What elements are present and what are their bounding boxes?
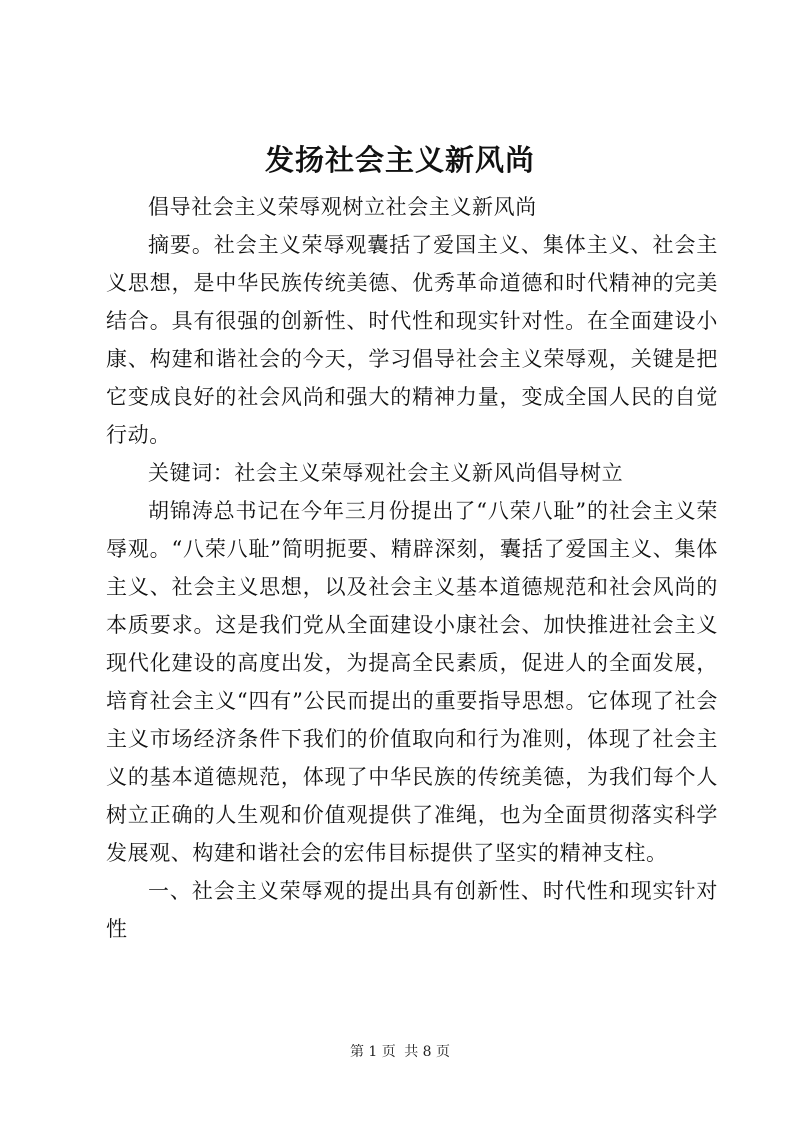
page-number: 第 1 页 [349,1044,396,1060]
document-title: 发扬社会主义新风尚 [264,143,535,177]
keywords-paragraph: 关键词：社会主义荣辱观社会主义新风尚倡导树立 [148,461,624,485]
subtitle-paragraph: 倡导社会主义荣辱观树立社会主义新风尚 [148,195,537,219]
abstract-paragraph: 摘要。社会主义荣辱观囊括了爱国主义、集体主义、社会主义思想，是中华民族传统美德、优秀革命道德和时代精神的完美结合。具有很强的创新性、时代性和现实针对性。在全面建设小康、构建和谐社会的今天，学习倡导社会主义荣辱观，关键是把它变成良好的社会风尚和强大的精神力量，变成全国人民的自觉行动。 [106,233,718,447]
section-heading: 一、社会主义荣辱观的提出具有创新性、时代性和现实针对性 [106,879,718,941]
body-paragraph: 胡锦涛总书记在今年三月份提出了“八荣八耻”的社会主义荣辱观。“八荣八耻”简明扼要、精辟深刻，囊括了爱国主义、集体主义、社会主义思想，以及社会主义基本道德规范和社会风尚的本质要求。这是我们党从全面建设小康社会、加快推进社会主义现代化建设的高度出发，为提高全民素质，促进人的全面发展，培育社会主义“四有”公民而提出的重要指导思想。它体现了社会主义市场经济条件下我们的价值取向和行为准则，体现了社会主义的基本道德规范，体现了中华民族的传统美德，为我们每个人树立正确的人生观和价值观提供了准绳，也为全面贯彻落实科学发展观、构建和谐社会的宏伟目标提供了坚实的精神支柱。 [106,499,718,865]
document-body [106,188,718,948]
page-total: 共 8 页 [404,1044,451,1060]
page-footer [0,1042,800,1062]
